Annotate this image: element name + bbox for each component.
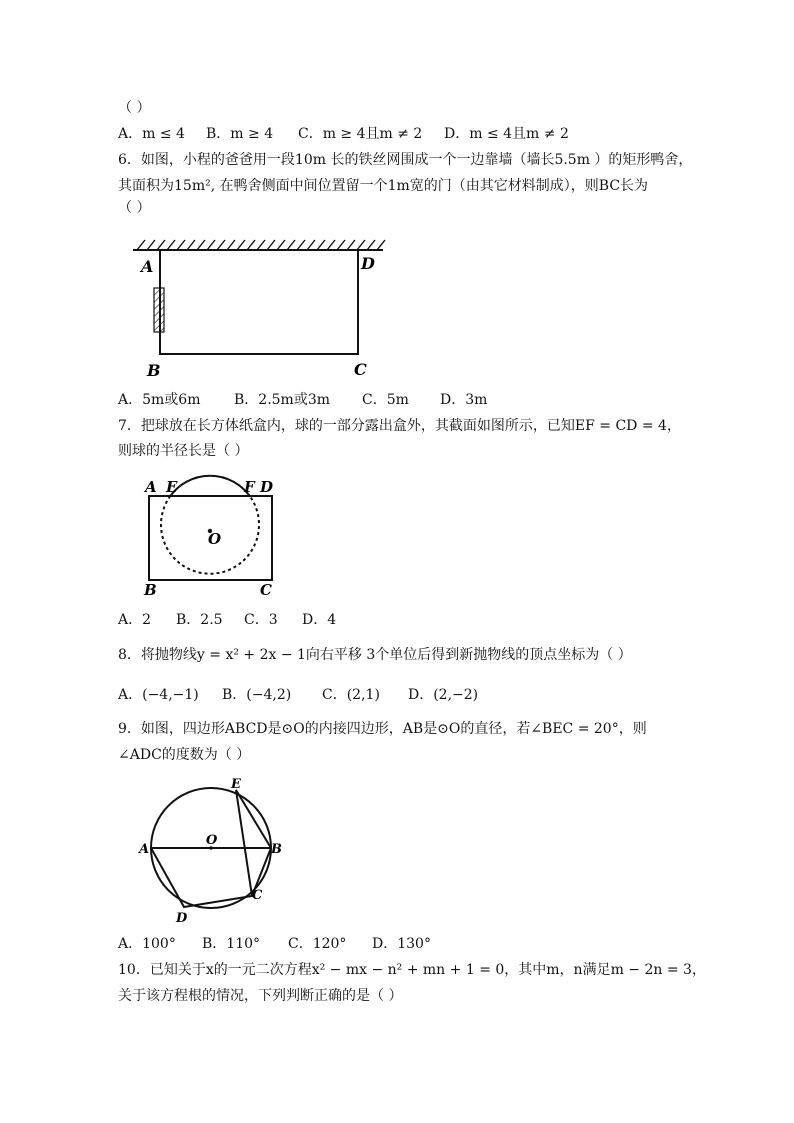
q8-option-b: B．(−4,2) <box>222 687 292 703</box>
q8-option-d: D．(2,−2) <box>408 687 479 703</box>
q5-options <box>118 124 569 144</box>
label-c: C <box>354 360 367 379</box>
q6-option-d: D．3m <box>440 392 488 408</box>
q7-figure <box>140 474 290 602</box>
q7-option-c: C．3 <box>244 612 278 628</box>
label-o: O <box>208 530 222 548</box>
label-o: O <box>206 833 218 848</box>
q8-text-line1: 8．将抛物线y = x² + 2x − 1向右平移 3个单位后得到新抛物线的顶点坐标为（ ） <box>118 647 632 663</box>
q5-option-b: B．m ≥ 4 <box>206 126 274 142</box>
q5-option-c: C．m ≥ 4且m ≠ 2 <box>298 126 423 142</box>
q6-options <box>118 390 487 410</box>
label-b: B <box>147 361 161 380</box>
q5-paren: （ ） <box>118 100 151 116</box>
pen-outline <box>160 250 358 354</box>
q6-text-line1: 6．如图，小程的爸爸用一段10m 长的铁丝网围成一个一边靠墙（墙长5.5m ）的矩形鸭舍， <box>118 152 693 168</box>
q6-figure <box>125 232 395 382</box>
q7-options <box>118 610 336 630</box>
q9-option-c: C．120° <box>288 936 347 952</box>
q9-option-d: D．130° <box>372 936 431 952</box>
q6-option-b: B．2.5m或3m <box>234 392 331 408</box>
door <box>154 288 164 332</box>
q6-option-c: C．5m <box>362 392 409 408</box>
label-d: D <box>260 478 274 496</box>
q5-option-d: D．m ≤ 4且m ≠ 2 <box>444 126 569 142</box>
q6-paren: （ ） <box>118 200 151 216</box>
wall <box>133 240 385 250</box>
label-d: D <box>361 254 375 273</box>
q5-option-a: A．m ≤ 4 <box>118 126 185 142</box>
q7-text-line1: 7．把球放在长方体纸盒内，球的一部分露出盒外，其截面如图所示，已知EF = CD = 4， <box>118 418 681 434</box>
q7-option-a: A．2 <box>118 612 152 628</box>
q7-option-b: B．2.5 <box>176 612 223 628</box>
q6-text-line2: 其面积为15m², 在鸭舍侧面中间位置留一个1m宽的门（由其它材料制成），则BC长为 <box>118 178 649 194</box>
q7-option-d: D．4 <box>302 612 337 628</box>
label-c: C <box>252 888 263 903</box>
label-d: D <box>176 911 188 926</box>
q10-text-line1: 10．已知关于x的一元二次方程x² − mx − n² + mn + 1 = 0，其中m，n满足m − 2n = 3， <box>118 962 706 978</box>
label-a: A <box>145 478 157 496</box>
label-f: F <box>244 478 255 496</box>
q6-option-a: A．5m或6m <box>118 392 201 408</box>
q9-options <box>118 934 431 954</box>
q9-text-line1: 9．如图，四边形ABCD是⊙O的内接四边形，AB是⊙O的直径，若∠BEC = 20°，则 <box>118 721 647 737</box>
q8-options <box>118 685 478 705</box>
q9-text-line2: ∠ADC的度数为（ ） <box>118 747 251 763</box>
label-b: B <box>271 842 282 857</box>
q9-option-b: B．110° <box>202 936 261 952</box>
label-e: E <box>231 777 241 792</box>
label-c: C <box>260 581 272 599</box>
label-a: A <box>141 257 154 276</box>
q10-text-line2: 关于该方程根的情况，下列判断正确的是（ ） <box>118 988 403 1004</box>
label-e: E <box>166 478 178 496</box>
ball-outside-arc <box>170 476 249 496</box>
q9-figure <box>138 772 288 932</box>
q9-option-a: A．100° <box>118 936 176 952</box>
label-a: A <box>139 842 150 857</box>
label-b: B <box>144 581 157 599</box>
q8-option-a: A．(−4,−1) <box>118 687 199 703</box>
q7-text-line2: 则球的半径长是（ ） <box>118 443 249 459</box>
q8-option-c: C．(2,1) <box>322 687 380 703</box>
